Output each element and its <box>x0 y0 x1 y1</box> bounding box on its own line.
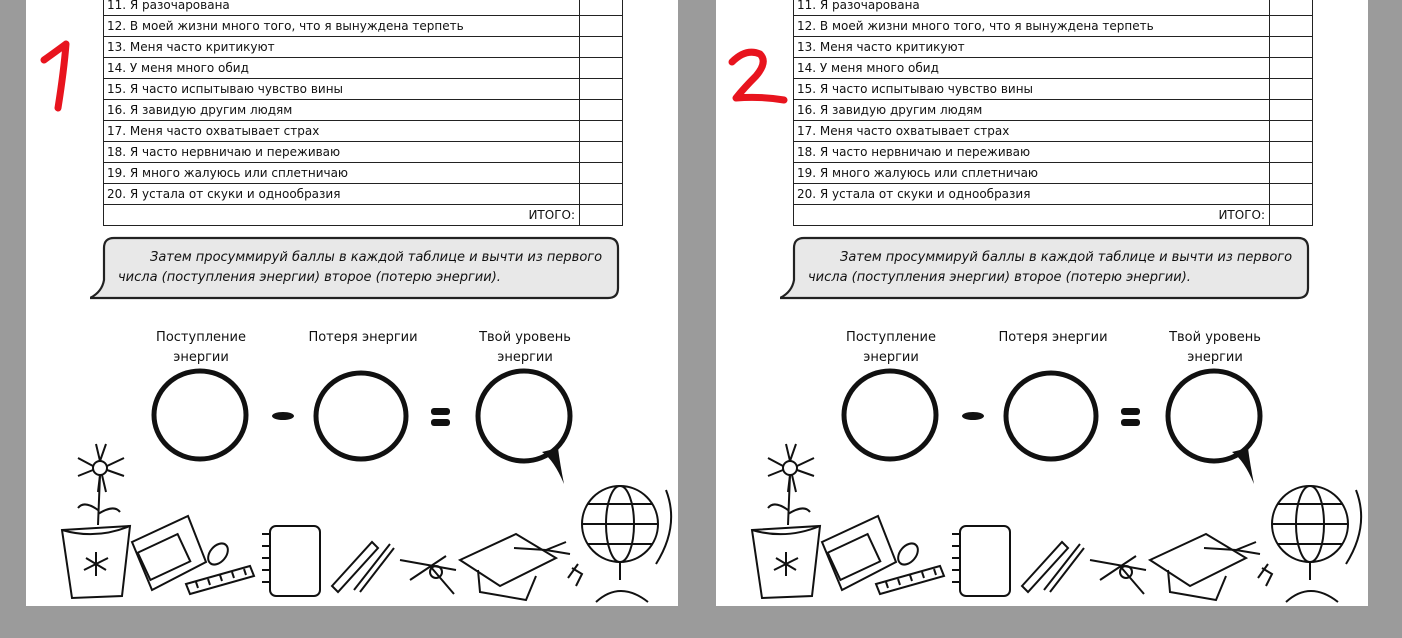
statement-text: 19. Я много жалуюсь или сплетничаю <box>794 163 1270 184</box>
table-row <box>794 100 1313 121</box>
school-doodles-illustration <box>716 430 1368 606</box>
school-doodles-illustration <box>26 430 678 606</box>
score-cell[interactable] <box>580 16 623 37</box>
statement-text: 18. Я часто нервничаю и переживаю <box>104 142 580 163</box>
statement-text: 20. Я устала от скуки и однообразия <box>104 184 580 205</box>
table-row <box>794 142 1313 163</box>
statement-text: 17. Меня часто охватывает страх <box>104 121 580 142</box>
table-row <box>104 163 623 184</box>
score-cell[interactable] <box>1270 79 1313 100</box>
score-cell[interactable] <box>1270 58 1313 79</box>
score-cell[interactable] <box>580 37 623 58</box>
table-row <box>794 163 1313 184</box>
worksheet-page-2 <box>716 0 1368 606</box>
minus-sign <box>960 408 986 424</box>
instruction-text: Затем просуммируй баллы в каждой таблице и вычти из первого числа (поступления энергии) второе (потерю энергии). <box>118 250 603 285</box>
level-label: Твой уровень энергии <box>1169 330 1261 365</box>
income-label: Поступление энергии <box>156 330 246 365</box>
score-cell[interactable] <box>580 184 623 205</box>
statement-text: 19. Я много жалуюсь или сплетничаю <box>104 163 580 184</box>
table-row <box>794 121 1313 142</box>
instruction-text: Затем просуммируй баллы в каждой таблице и вычти из первого числа (поступления энергии) второе (потерю энергии). <box>808 250 1293 285</box>
statement-text: 20. Я устала от скуки и однообразия <box>794 184 1270 205</box>
page-marker-2 <box>726 46 790 108</box>
statement-text: 14. У меня много обид <box>104 58 580 79</box>
score-cell[interactable] <box>580 100 623 121</box>
score-cell[interactable] <box>580 58 623 79</box>
loss-label: Потеря энергии <box>998 330 1108 345</box>
total-label: ИТОГО: <box>794 205 1270 226</box>
worksheet-page-1 <box>26 0 678 606</box>
statement-text: 13. Меня часто критикуют <box>104 37 580 58</box>
statement-text: 12. В моей жизни много того, что я вынуждена терпеть <box>104 16 580 37</box>
score-cell[interactable] <box>1270 100 1313 121</box>
total-row <box>104 205 623 226</box>
statement-text: 13. Меня часто критикуют <box>794 37 1270 58</box>
score-cell[interactable] <box>1270 16 1313 37</box>
score-cell[interactable] <box>1270 184 1313 205</box>
instruction-bubble <box>780 236 1310 298</box>
total-row <box>794 205 1313 226</box>
table-row <box>104 58 623 79</box>
equals-sign <box>428 404 454 430</box>
level-label: Твой уровень энергии <box>479 330 571 365</box>
table-row <box>104 37 623 58</box>
income-label: Поступление энергии <box>846 330 936 365</box>
score-cell[interactable] <box>1270 0 1313 16</box>
table-row <box>794 37 1313 58</box>
score-cell[interactable] <box>580 79 623 100</box>
table-row <box>794 0 1313 16</box>
statements-table <box>103 0 623 226</box>
table-row <box>104 0 623 16</box>
score-cell[interactable] <box>1270 142 1313 163</box>
statement-text: 15. Я часто испытываю чувство вины <box>794 79 1270 100</box>
table-row <box>794 16 1313 37</box>
table-row <box>794 79 1313 100</box>
score-cell[interactable] <box>580 121 623 142</box>
table-row <box>104 100 623 121</box>
statement-text: 18. Я часто нервничаю и переживаю <box>794 142 1270 163</box>
total-score-cell[interactable] <box>580 205 623 226</box>
score-cell[interactable] <box>580 142 623 163</box>
score-cell[interactable] <box>1270 163 1313 184</box>
score-cell[interactable] <box>1270 121 1313 142</box>
table-row <box>104 184 623 205</box>
table-row <box>104 121 623 142</box>
statements-table <box>793 0 1313 226</box>
statement-text: 16. Я завидую другим людям <box>104 100 580 121</box>
instruction-bubble <box>90 236 620 298</box>
page-marker-1 <box>36 40 80 112</box>
statement-text: 15. Я часто испытываю чувство вины <box>104 79 580 100</box>
statement-text: 16. Я завидую другим людям <box>794 100 1270 121</box>
equals-sign <box>1118 404 1144 430</box>
statement-text: 17. Меня часто охватывает страх <box>794 121 1270 142</box>
score-cell[interactable] <box>1270 37 1313 58</box>
total-label: ИТОГО: <box>104 205 580 226</box>
statement-text: 14. У меня много обид <box>794 58 1270 79</box>
score-cell[interactable] <box>580 0 623 16</box>
table-row <box>794 184 1313 205</box>
table-row <box>104 142 623 163</box>
statement-text: 11. Я разочарована <box>104 0 580 16</box>
total-score-cell[interactable] <box>1270 205 1313 226</box>
table-row <box>104 16 623 37</box>
minus-sign <box>270 408 296 424</box>
table-row <box>794 58 1313 79</box>
statement-text: 11. Я разочарована <box>794 0 1270 16</box>
table-row <box>104 79 623 100</box>
statement-text: 12. В моей жизни много того, что я вынуждена терпеть <box>794 16 1270 37</box>
score-cell[interactable] <box>580 163 623 184</box>
loss-label: Потеря энергии <box>308 330 418 345</box>
